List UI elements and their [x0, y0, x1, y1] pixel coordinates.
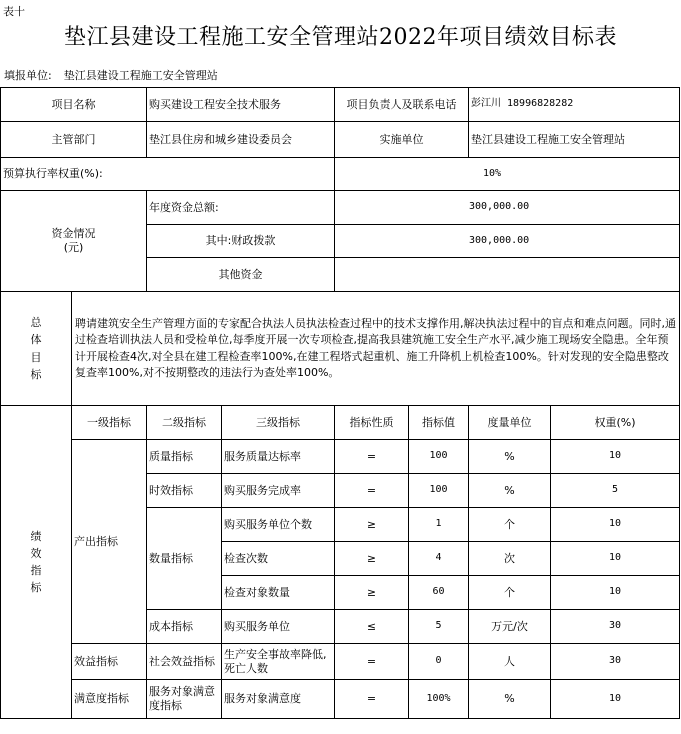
value-cell: 5: [409, 610, 469, 644]
nature-cell: =: [335, 440, 409, 474]
value-cell: 100: [409, 440, 469, 474]
value-cell: 0: [409, 644, 469, 680]
contact-value: 彭江川 18996828282: [469, 88, 680, 122]
level3-cell: 购买服务单位: [222, 610, 335, 644]
nature-cell: ≥: [335, 576, 409, 610]
row-overall-goal: [1, 292, 680, 406]
filler-unit: [4, 67, 230, 83]
row-funds-annual: [1, 191, 680, 225]
goal-label-char: 体: [30, 333, 42, 347]
weight-cell: 10: [551, 440, 680, 474]
level3-cell: 检查对象数量: [222, 576, 335, 610]
filler-unit-label: 填报单位:: [4, 69, 52, 82]
weight-cell: 10: [551, 576, 680, 610]
header-nature: 指标性质: [335, 406, 409, 440]
level3-cell: 服务质量达标率: [222, 440, 335, 474]
nature-cell: =: [335, 680, 409, 719]
funds-label: [1, 191, 147, 292]
level3-cell: 生产安全事故率降低,死亡人数: [222, 644, 335, 680]
value-cell: 60: [409, 576, 469, 610]
weight-cell: 5: [551, 474, 680, 508]
funds-other-label: 其他资金: [147, 258, 335, 292]
goal-label-char: 总: [30, 316, 42, 330]
level3-cell: 检查次数: [222, 542, 335, 576]
project-name-value: 购买建设工程安全技术服务: [147, 88, 335, 122]
unit-cell: %: [469, 440, 551, 474]
budget-weight-value: 10%: [335, 158, 680, 191]
weight-cell: 10: [551, 508, 680, 542]
table-row: [1, 644, 680, 680]
value-cell: 100: [409, 474, 469, 508]
budget-weight-label: 预算执行率权重(%):: [1, 158, 335, 191]
level1-benefit: 效益指标: [72, 644, 147, 680]
funds-label-line1: 资金情况: [51, 227, 96, 241]
table-number-label: 表十: [3, 5, 25, 18]
level1-satisfaction: 满意度指标: [72, 680, 147, 719]
performance-indicators-label: [1, 406, 72, 719]
funds-annual-label: 年度资金总额:: [147, 191, 335, 225]
level2-timeliness: 时效指标: [147, 474, 222, 508]
level1-output: 产出指标: [72, 440, 147, 644]
unit-cell: 个: [469, 576, 551, 610]
nature-cell: =: [335, 644, 409, 680]
level2-social: 社会效益指标: [147, 644, 222, 680]
weight-cell: 30: [551, 610, 680, 644]
funds-label-line2: (元): [63, 241, 84, 254]
level3-cell: 购买服务完成率: [222, 474, 335, 508]
unit-cell: 人: [469, 644, 551, 680]
unit-cell: %: [469, 474, 551, 508]
table-row: [1, 440, 680, 474]
row-department: [1, 122, 680, 158]
perf-header-row: [1, 406, 680, 440]
weight-cell: 30: [551, 644, 680, 680]
performance-target-table: [0, 87, 680, 719]
goal-label-char: 目: [30, 350, 42, 364]
unit-cell: 次: [469, 542, 551, 576]
perf-label-char: 指: [30, 564, 42, 577]
nature-cell: =: [335, 474, 409, 508]
funds-fiscal-value: 300,000.00: [335, 225, 680, 258]
funds-annual-value: 300,000.00: [335, 191, 680, 225]
level3-cell: 购买服务单位个数: [222, 508, 335, 542]
value-cell: 1: [409, 508, 469, 542]
header-unit: 度量单位: [469, 406, 551, 440]
weight-cell: 10: [551, 542, 680, 576]
perf-label-char: 效: [30, 546, 42, 560]
nature-cell: ≤: [335, 610, 409, 644]
header-level3: 三级指标: [222, 406, 335, 440]
funds-other-value: [335, 258, 680, 292]
unit-cell: %: [469, 680, 551, 719]
nature-cell: ≥: [335, 542, 409, 576]
contact-label: 项目负责人及联系电话: [335, 88, 469, 122]
unit-cell: 个: [469, 508, 551, 542]
level2-quantity: 数量指标: [147, 508, 222, 610]
value-cell: 4: [409, 542, 469, 576]
header-level2: 二级指标: [147, 406, 222, 440]
impl-value: 垫江县建设工程施工安全管理站: [469, 122, 680, 158]
nature-cell: ≥: [335, 508, 409, 542]
impl-label: 实施单位: [335, 122, 469, 158]
weight-cell: 10: [551, 680, 680, 719]
page-title: 垫江县建设工程施工安全管理站2022年项目绩效目标表: [64, 25, 617, 50]
table-row: [1, 680, 680, 719]
dept-value: 垫江县住房和城乡建设委员会: [147, 122, 335, 158]
funds-fiscal-label: 其中:财政拨款: [147, 225, 335, 258]
unit-cell: 万元/次: [469, 610, 551, 644]
project-name-label: 项目名称: [1, 88, 147, 122]
level2-cost: 成本指标: [147, 610, 222, 644]
header-weight: 权重(%): [551, 406, 680, 440]
level2-service-obj: 服务对象满意度指标: [147, 680, 222, 719]
overall-goal-text: 聘请建筑安全生产管理方面的专家配合执法人员执法检查过程中的技术支撑作用,解决执法过程中的盲点和难点问题。同时,通过检查培训执法人员和受检单位,每季度开展一次专项检查,提高我县建筑施工安全生产水平,减少施工现场安全隐患。全年预计开展检查4次,对全县在建工程检查率100%,在建工程塔式起重机、施工升降机上机检查100%。针对发现的安全隐患整改复查率100%,对不按期整改的违法行为查处率100%。: [72, 292, 680, 406]
perf-label-char: 绩: [30, 529, 42, 543]
row-project-name: [1, 88, 680, 122]
goal-label-char: 标: [30, 367, 42, 381]
overall-goal-label: [1, 292, 72, 406]
header-level1: 一级指标: [72, 406, 147, 440]
perf-label-char: 标: [30, 581, 42, 595]
header-value: 指标值: [409, 406, 469, 440]
row-budget-weight: [1, 158, 680, 191]
value-cell: 100%: [409, 680, 469, 719]
level2-quality: 质量指标: [147, 440, 222, 474]
level3-cell: 服务对象满意度: [222, 680, 335, 719]
filler-unit-value: 垫江县建设工程施工安全管理站: [63, 69, 218, 82]
dept-label: 主管部门: [1, 122, 147, 158]
